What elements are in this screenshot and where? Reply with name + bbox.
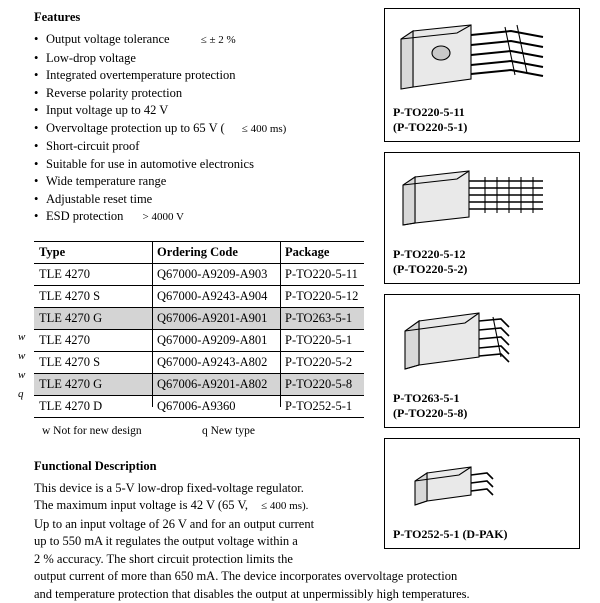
- list-item: [34, 156, 378, 174]
- cell-package: P-TO252-5-1: [280, 395, 364, 417]
- package-card-to252-5-1: [384, 438, 580, 549]
- to220-5-12-icon: [393, 161, 573, 245]
- row-marker-not-for-new-design: w: [18, 350, 25, 362]
- table-row: [34, 373, 364, 395]
- cell-type: TLE 4270: [34, 329, 152, 351]
- cell-type: TLE 4270 S: [34, 351, 152, 373]
- table-column-divider: [280, 241, 281, 407]
- table-row: [34, 329, 364, 351]
- package-name-primary: P-TO263-5-1: [393, 391, 571, 406]
- package-label: [393, 391, 571, 421]
- feature-label: Integrated overtemperature protection: [46, 68, 236, 82]
- feature-label: Output voltage tolerance: [46, 32, 170, 46]
- list-item: [34, 67, 378, 85]
- row-marker-new-type: q: [18, 388, 24, 400]
- table-header-row: [34, 241, 364, 263]
- functional-description-body: [34, 480, 378, 569]
- table-row: [34, 307, 364, 329]
- column-header-package: Package: [280, 241, 364, 263]
- list-item: [34, 50, 378, 68]
- list-item: [34, 138, 378, 156]
- functional-description-tail: [34, 568, 590, 603]
- feature-value: ≤ 400 ms): [228, 121, 287, 139]
- list-item: [34, 31, 378, 50]
- feature-label: Overvoltage protection up to 65 V (: [46, 121, 225, 135]
- list-item: [34, 208, 378, 227]
- paragraph-line: Up to an input voltage of 26 V and for an output current: [34, 516, 378, 534]
- package-card-to263-5-1: [384, 294, 580, 428]
- table-row: [34, 263, 364, 285]
- list-item: [34, 102, 378, 120]
- left-column: [10, 8, 378, 568]
- package-name-alternate: (P-TO220-5-2): [393, 262, 571, 277]
- feature-label: Wide temperature range: [46, 174, 166, 188]
- cell-ordering-code: Q67000-A9209-A801: [152, 329, 280, 351]
- to252-5-1-icon: [393, 447, 573, 525]
- paragraph-line: 2 % accuracy. The short circuit protection limits the: [34, 551, 378, 569]
- page-columns: [10, 8, 590, 568]
- package-card-to220-5-12: [384, 152, 580, 284]
- row-marker-not-for-new-design: w: [18, 369, 25, 381]
- cell-ordering-code: Q67006-A9360: [152, 395, 280, 417]
- cell-type: TLE 4270 D: [34, 395, 152, 417]
- list-item: [34, 85, 378, 103]
- table-row: [34, 285, 364, 307]
- cell-package: P-TO220-5-2: [280, 351, 364, 373]
- cell-ordering-code: Q67006-A9201-A901: [152, 307, 280, 329]
- list-item: [34, 173, 378, 191]
- types-table-head: [34, 241, 364, 263]
- feature-value: ≤ ± 2 %: [173, 32, 236, 50]
- cell-type: TLE 4270 S: [34, 285, 152, 307]
- feature-label: Adjustable reset time: [46, 192, 152, 206]
- types-table: [34, 241, 364, 418]
- paragraph-line-with-note: [34, 497, 378, 516]
- paragraph-line: output current of more than 650 mA. The device incorporates overvoltage protection: [34, 568, 590, 586]
- note-not-for-new-design: w Not for new design: [42, 425, 142, 437]
- cell-type: TLE 4270 G: [34, 373, 152, 395]
- types-table-wrapper: [10, 241, 378, 418]
- right-column: [378, 8, 590, 549]
- package-name-primary: P-TO220-5-11: [393, 105, 571, 120]
- package-name-primary: P-TO252-5-1 (D-PAK): [393, 527, 571, 542]
- list-item: [34, 120, 378, 139]
- cell-ordering-code: Q67000-A9209-A903: [152, 263, 280, 285]
- paragraph-line: The maximum input voltage is 42 V (65 V,: [34, 498, 248, 512]
- list-item: [34, 191, 378, 209]
- cell-ordering-code: Q67000-A9243-A904: [152, 285, 280, 307]
- package-card-to220-5-11: [384, 8, 580, 142]
- feature-label: Suitable for use in automotive electronics: [46, 157, 254, 171]
- features-heading: Features: [34, 10, 378, 25]
- package-drawing-to220-5-11: [393, 17, 571, 103]
- package-name-alternate: (P-TO220-5-1): [393, 120, 571, 135]
- table-column-divider: [152, 241, 153, 407]
- package-label: [393, 247, 571, 277]
- package-name-alternate: (P-TO220-5-8): [393, 406, 571, 421]
- cell-package: P-TO220-5-8: [280, 373, 364, 395]
- to220-5-11-icon: [393, 17, 573, 103]
- package-label: [393, 105, 571, 135]
- to263-5-1-icon: [393, 303, 573, 389]
- paragraph-line: up to 550 mA it regulates the output voltage within a: [34, 533, 378, 551]
- package-drawing-to252-5-1: [393, 447, 571, 525]
- note-new-type: q New type: [202, 425, 255, 437]
- package-drawing-to220-5-12: [393, 161, 571, 245]
- table-notes: [34, 425, 378, 441]
- feature-label: Short-circuit proof: [46, 139, 139, 153]
- cell-package: P-TO263-5-1: [280, 307, 364, 329]
- cell-type: TLE 4270: [34, 263, 152, 285]
- table-row: [34, 395, 364, 417]
- package-name-primary: P-TO220-5-12: [393, 247, 571, 262]
- inline-note: ≤ 400 ms).: [251, 500, 308, 512]
- cell-ordering-code: Q67000-A9243-A802: [152, 351, 280, 373]
- feature-label: ESD protection: [46, 209, 123, 223]
- package-drawing-to263-5-1: [393, 303, 571, 389]
- package-label: [393, 527, 571, 542]
- column-header-type: Type: [34, 241, 152, 263]
- cell-package: P-TO220-5-12: [280, 285, 364, 307]
- row-marker-not-for-new-design: w: [18, 331, 25, 343]
- cell-package: P-TO220-5-11: [280, 263, 364, 285]
- types-table-body: [34, 263, 364, 417]
- features-list: [10, 31, 378, 227]
- cell-type: TLE 4270 G: [34, 307, 152, 329]
- table-row: [34, 351, 364, 373]
- column-header-ordering-code: Ordering Code: [152, 241, 280, 263]
- cell-ordering-code: Q67006-A9201-A802: [152, 373, 280, 395]
- feature-value: > 4000 V: [127, 209, 184, 227]
- feature-label: Low-drop voltage: [46, 51, 136, 65]
- cell-package: P-TO220-5-1: [280, 329, 364, 351]
- feature-label: Reverse polarity protection: [46, 86, 182, 100]
- paragraph-line: This device is a 5-V low-drop fixed-voltage regulator.: [34, 480, 378, 498]
- paragraph-line: and temperature protection that disables the output at unpermissibly high temperatures.: [34, 586, 590, 603]
- functional-description-heading: Functional Description: [34, 459, 378, 474]
- feature-label: Input voltage up to 42 V: [46, 103, 168, 117]
